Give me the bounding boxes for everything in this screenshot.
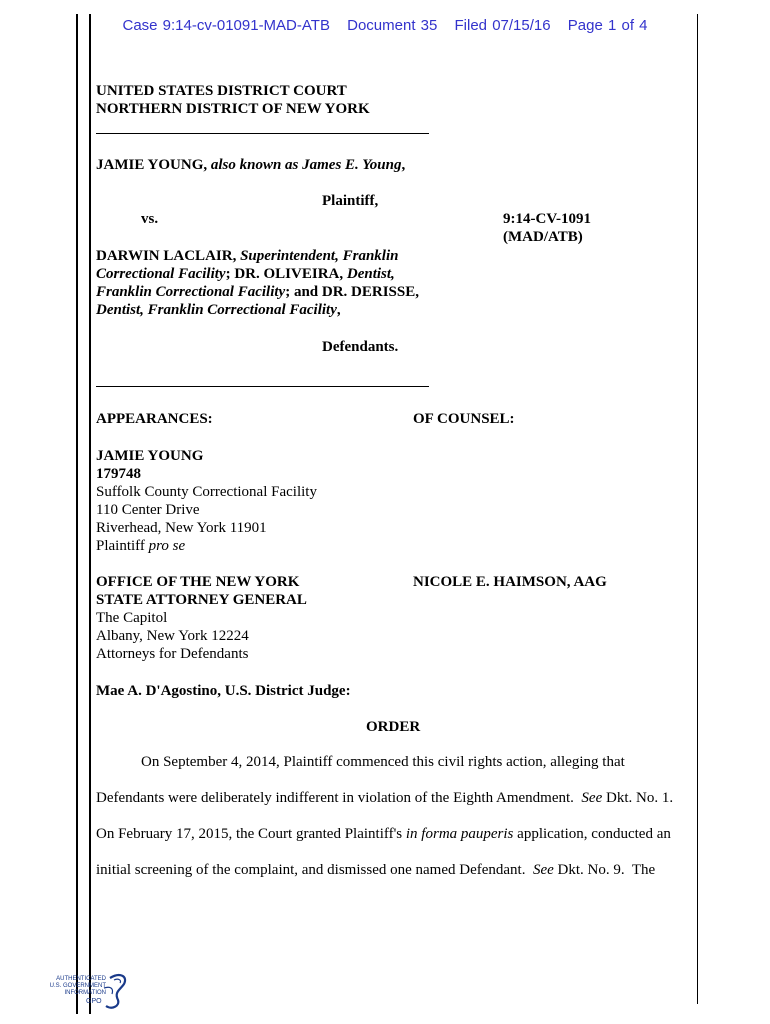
court-name-line2: NORTHERN DISTRICT OF NEW YORK: [96, 101, 370, 117]
defense-address-line2: Albany, New York 12224: [96, 628, 249, 644]
ifp-phrase: in forma pauperis: [405, 826, 514, 842]
defendant-laclair-title: Superintendent, Franklin: [240, 248, 399, 264]
plaintiff-address-line2: 110 Center Drive: [96, 502, 200, 518]
defendant-derisse: ; and DR. DERISSE,: [285, 284, 419, 300]
defendants-line1: [96, 247, 398, 265]
gpo-text-line2: U.S. GOVERNMENT: [49, 983, 106, 989]
caption-rule-bottom: [96, 386, 429, 387]
defendants-label: Defendants.: [322, 339, 399, 355]
facility-name: Franklin Correctional Facility: [96, 284, 286, 300]
defense-office-line2: STATE ATTORNEY GENERAL: [96, 592, 307, 608]
filed-date-header: Filed 07/15/16: [454, 17, 551, 34]
defendants-line3: [96, 283, 419, 301]
body-line-2: [96, 790, 673, 807]
plaintiff-appearance-name: JAMIE YOUNG: [96, 448, 204, 464]
versus-label: vs.: [141, 211, 159, 227]
judge-line: Mae A. D'Agostino, U.S. District Judge:: [96, 683, 351, 699]
gpo-text-line3: INFORMATION: [64, 990, 106, 996]
plaintiff-aka: also known as James E. Young: [210, 157, 402, 173]
left-margin-line-outer: [76, 14, 78, 1014]
defendants-comma: ,: [336, 302, 341, 318]
citation-signal: See: [532, 862, 554, 878]
case-number-header: Case 9:14-cv-01091-MAD-ATB: [122, 17, 330, 34]
plaintiff-address-line1: Suffolk County Correctional Facility: [96, 484, 317, 500]
defense-role: Attorneys for Defendants: [96, 646, 249, 662]
document-number-header: Document 35: [347, 17, 438, 34]
gpo-label: GPO: [86, 998, 102, 1005]
left-margin-line-inner: [89, 14, 91, 1014]
defendants-line4: [96, 301, 341, 319]
body-line-2-citation: Dkt. No. 1.: [602, 790, 674, 806]
plaintiff-address-line3: Riverhead, New York 11901: [96, 520, 267, 536]
defendant-derisse-title: Dentist, Franklin Correctional Facility: [96, 302, 337, 318]
appearances-heading: APPEARANCES:: [96, 411, 213, 427]
body-line-2-text: Defendants were deliberately indifferent in violation of the Eighth Amendment.: [96, 790, 582, 806]
plaintiff-role: [96, 537, 185, 555]
defense-counsel-name: NICOLE E. HAIMSON, AAG: [413, 574, 607, 590]
defense-address-line1: The Capitol: [96, 610, 168, 626]
court-name-line1: UNITED STATES DISTRICT COURT: [96, 83, 347, 99]
defendant-laclair: DARWIN LACLAIR,: [96, 248, 237, 264]
body-line-4-text: initial screening of the complaint, and dismissed one named Defendant.: [96, 862, 533, 878]
defendants-line2: [96, 265, 395, 283]
plaintiff-role-label: Plaintiff: [96, 538, 149, 554]
filing-header: [0, 17, 770, 34]
order-title: ORDER: [366, 719, 421, 735]
body-line-1: On September 4, 2014, Plaintiff commenced this civil rights action, alleging that: [141, 754, 625, 770]
case-judges: (MAD/ATB): [503, 229, 583, 245]
plaintiff-line: [96, 156, 405, 174]
plaintiff-aka-comma: ,: [401, 157, 406, 173]
of-counsel-heading: OF COUNSEL:: [413, 411, 515, 427]
body-line-3-tail: application, conducted an: [513, 826, 671, 842]
caption-rule-top: [96, 133, 429, 134]
defendant-oliveira-title: Dentist,: [346, 266, 395, 282]
citation-signal: See: [581, 790, 603, 806]
gpo-text-line1: AUTHENTICATED: [56, 976, 106, 982]
body-line-4: [96, 862, 655, 879]
plaintiff-label: Plaintiff,: [322, 193, 379, 209]
plaintiff-name: JAMIE YOUNG,: [96, 157, 208, 173]
page-count-header: Page 1 of 4: [567, 17, 648, 34]
gpo-text: [40, 976, 106, 997]
case-number: 9:14-CV-1091: [503, 211, 592, 227]
body-line-3: [96, 826, 671, 843]
pro-se-label: pro se: [148, 538, 186, 554]
defendant-oliveira: ; DR. OLIVEIRA,: [225, 266, 344, 282]
body-line-4-tail: Dkt. No. 9. The: [553, 862, 656, 878]
plaintiff-inmate-number: 179748: [96, 466, 141, 482]
body-line-3-text: On February 17, 2015, the Court granted Plaintiff's: [96, 826, 406, 842]
right-margin-line: [697, 14, 698, 1004]
defense-office-line1: OFFICE OF THE NEW YORK: [96, 574, 300, 590]
gpo-authentication-logo: [40, 970, 140, 1014]
facility-name: Correctional Facility: [96, 266, 226, 282]
